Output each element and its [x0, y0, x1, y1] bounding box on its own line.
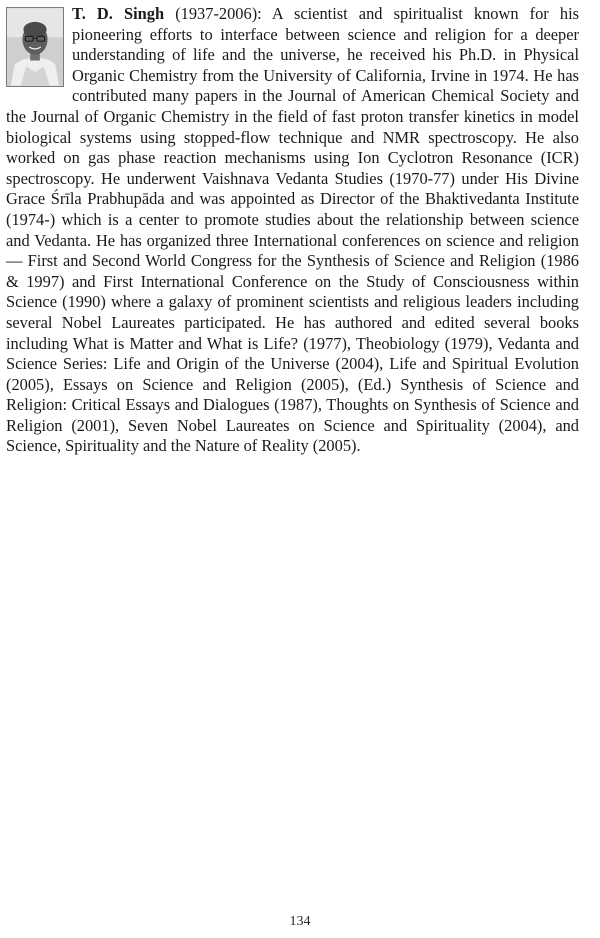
biography-paragraph [6, 4, 579, 457]
page-content [6, 4, 579, 457]
biography-text: (1937-2006): A scientist and spiritualist known for his pioneering efforts to interface between science and religion for a deeper understanding of life and the universe, he received his Ph.D. in Physical Organic Chemistry from the University of California, Irvine in 1974. He has contributed many papers in the Journal of American Chemical Society and the Journal of Organic Chemistry in the field of fast proton transfer kinetics in model biological systems using stopped-flow technique and NMR spectroscopy. He also worked on gas phase reaction mechanisms using Ion Cyclotron Resonance (ICR) spectroscopy. He underwent Vaishnava Vedanta Studies (1970-77) under His Divine Grace Śrīla Prabhupāda and was appointed as Director of the Bhaktivedanta Institute (1974-) which is a center to promote studies about the relationship between science and Vedanta. He has organized three International conferences on science and religion — First and Second World Congress for the Synthesis of Science and Religion (1986 & 1997) and First International Conference on the Study of Consciousness within Science (1990) where a galaxy of prominent scientists and religious leaders including several Nobel Laureates participated. He has authored and edited several books including What is Matter and What is Life? (1977), Theobiology (1979), Vedanta and Science Series: Life and Origin of the Universe (2004), Life and Spiritual Evolution (2005), Essays on Science and Religion (2005), (Ed.) Synthesis of Science and Religion: Critical Essays and Dialogues (1987), Thoughts on Synthesis of Science and Religion (2001), Seven Nobel Laureates on Science and Spirituality (2004), and Science, Spirituality and the Nature of Reality (2005). [6, 4, 580, 456]
portrait-photo [6, 7, 64, 87]
portrait-image [7, 8, 63, 86]
person-name: T. D. Singh [72, 4, 165, 23]
page-number: 134 [289, 914, 311, 929]
